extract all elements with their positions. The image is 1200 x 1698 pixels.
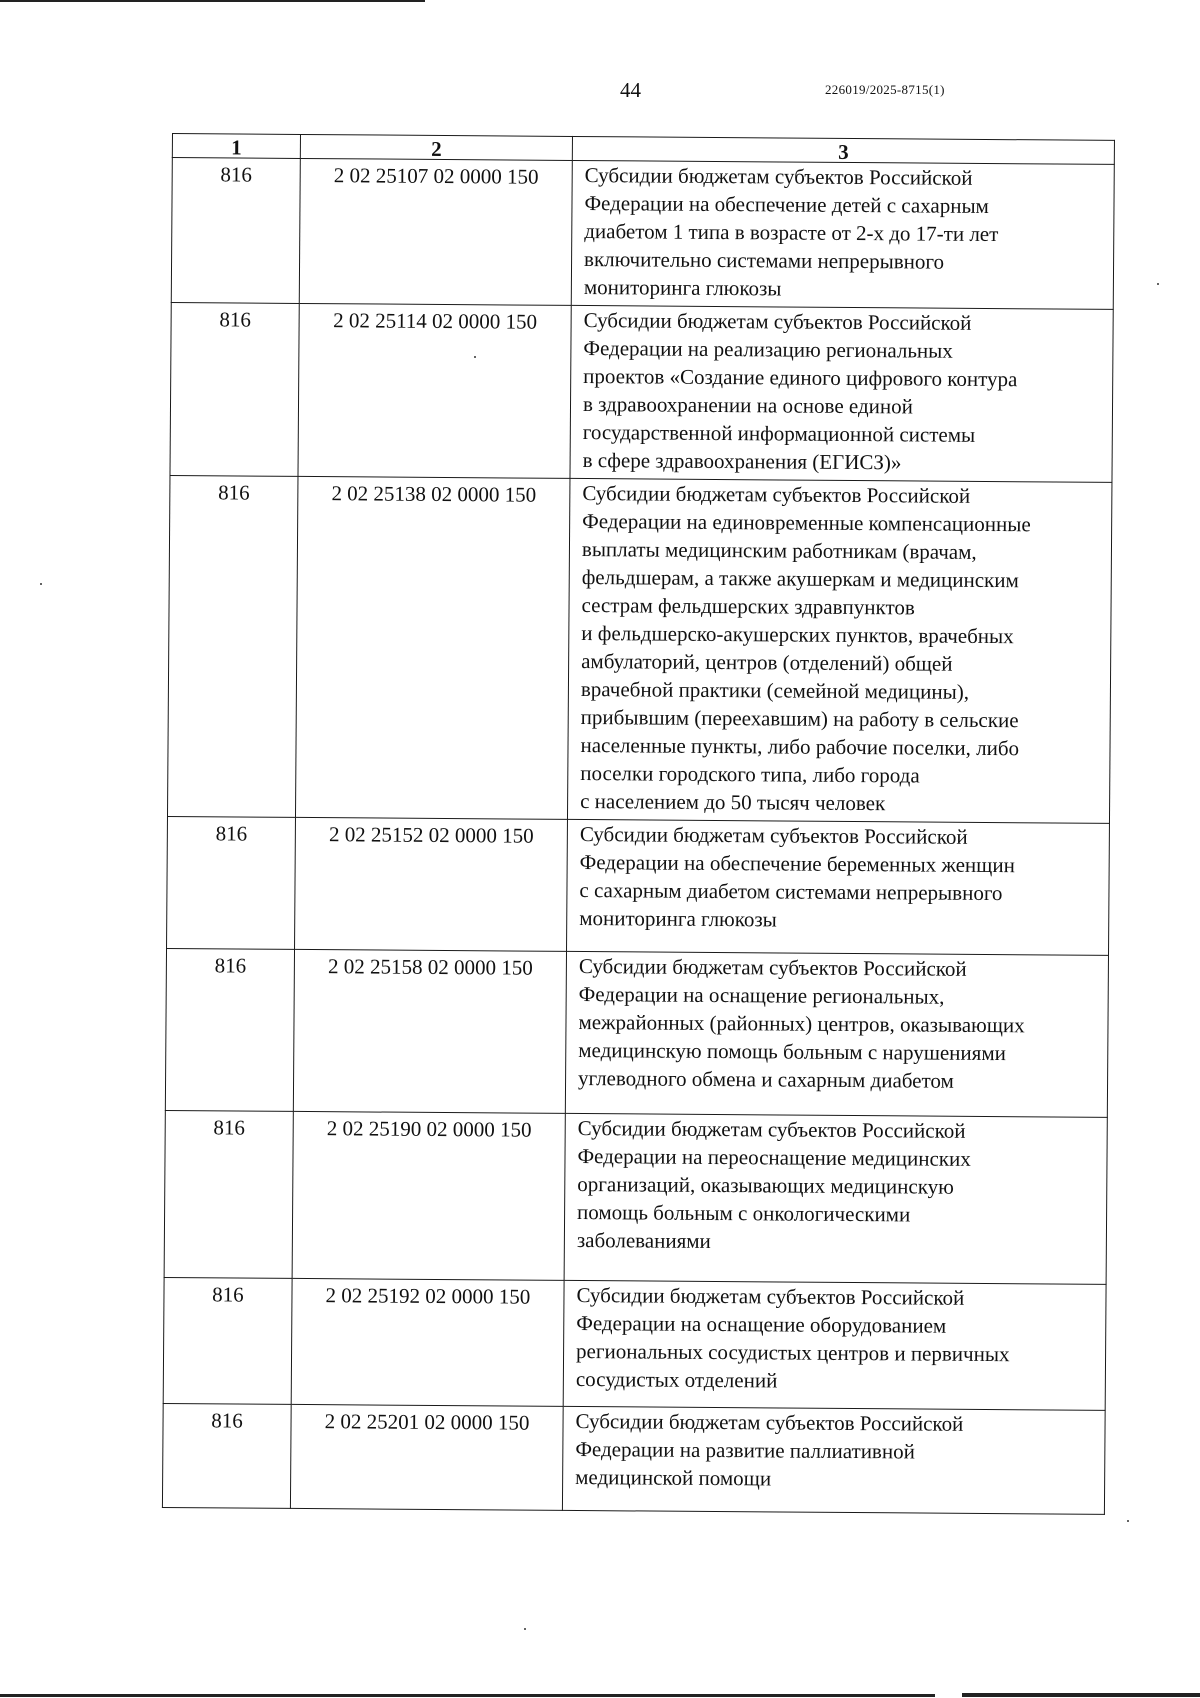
table-row xyxy=(167,475,1111,823)
description-line: организаций, оказывающих медицинскую xyxy=(577,1171,954,1199)
description-line: Субсидии бюджетам субъектов Российской xyxy=(576,1282,965,1310)
description-cell xyxy=(567,478,1111,823)
admin-code-cell: 816 xyxy=(167,475,297,817)
description-line: с сахарным диабетом системами непрерывного xyxy=(579,878,1003,906)
budget-code-cell: 2 02 25201 02 0000 150 xyxy=(290,1404,563,1510)
description-line: врачебной практики (семейной медицины), xyxy=(580,677,970,704)
column-header-3: 3 xyxy=(572,136,1114,164)
description-cell xyxy=(570,305,1113,482)
budget-table xyxy=(162,133,1115,1515)
budget-code-cell: 2 02 25114 02 0000 150 xyxy=(298,303,571,478)
description-line: Федерации на развитие паллиативной xyxy=(575,1436,915,1464)
description-line: Субсидии бюджетам субъектов Российской xyxy=(578,954,967,981)
description-line: с населением до 50 тысяч человек xyxy=(580,789,886,816)
description-line: Субсидии бюджетам субъектов Российской xyxy=(577,1116,966,1143)
description-line: межрайонных (районных) центров, оказывающих xyxy=(578,1010,1025,1038)
table-row xyxy=(170,302,1113,482)
description-line: Федерации на обеспечение беременных женщин xyxy=(579,850,1015,878)
admin-code-cell: 816 xyxy=(170,302,299,476)
description-line: включительно системами непрерывного xyxy=(583,247,945,274)
description-line: Федерации на обеспечение детей с сахарным xyxy=(584,191,989,218)
table-row xyxy=(162,1403,1105,1514)
description-cell xyxy=(564,1113,1107,1284)
scan-speck xyxy=(40,583,42,585)
description-line: сестрам фельдшерских здравпунктов xyxy=(581,593,915,620)
description-line: в здравоохранении на основе единой xyxy=(582,392,913,419)
description-line: Субсидии бюджетам субъектов Российской xyxy=(579,822,968,849)
description-line: мониторинга глюкозы xyxy=(583,275,782,301)
description-line: Федерации на оснащение оборудованием xyxy=(576,1310,947,1338)
table-row xyxy=(165,948,1108,1117)
description-line: Субсидии бюджетам субъектов Российской xyxy=(582,481,971,508)
description-line: Субсидии бюджетам субъектов Российской xyxy=(575,1408,964,1436)
budget-code-cell: 2 02 25158 02 0000 150 xyxy=(293,949,566,1113)
description-line: выплаты медицинским работникам (врачам, xyxy=(581,537,977,564)
table-row xyxy=(171,158,1114,310)
description-line: государственной информационной системы xyxy=(582,420,976,447)
description-cell xyxy=(567,819,1110,955)
table-row xyxy=(164,1110,1107,1284)
description-line: фельдшерам, а также акушеркам и медицинским xyxy=(581,565,1019,593)
description-line: помощь больным с онкологическими xyxy=(577,1199,911,1227)
table-body xyxy=(162,158,1114,1515)
description-cell xyxy=(571,160,1114,309)
description-line: Федерации на реализацию региональных xyxy=(583,336,953,363)
description-line: медицинскую помощь больным с нарушениями xyxy=(578,1038,1006,1066)
scan-edge-bottom xyxy=(0,1694,935,1697)
description-cell xyxy=(565,951,1108,1117)
scan-speck xyxy=(1157,283,1159,285)
description-line: диабетом 1 типа в возрасте от 2-х до 17-ти лет xyxy=(584,219,999,247)
description-line: в сфере здравоохранения (ЕГИСЗ)» xyxy=(582,448,902,475)
description-line: амбулаторий, центров (отделений) общей xyxy=(581,649,953,676)
admin-code-cell: 816 xyxy=(164,1110,293,1278)
description-line: Субсидии бюджетам субъектов Российской xyxy=(584,163,973,190)
description-line: медицинской помощи xyxy=(575,1464,772,1491)
document-id: 226019/2025-8715(1) xyxy=(825,82,945,97)
scan-speck xyxy=(524,1628,526,1630)
description-cell xyxy=(563,1280,1106,1410)
description-line: Федерации на оснащение региональных, xyxy=(578,982,945,1009)
description-cell xyxy=(562,1406,1105,1514)
column-header-1: 1 xyxy=(172,134,300,159)
description-line: региональных сосудистых центров и первичных xyxy=(575,1338,1010,1367)
column-header-2: 2 xyxy=(300,134,572,160)
scan-speck xyxy=(1127,1520,1129,1522)
table-row xyxy=(163,1277,1106,1410)
budget-code-cell: 2 02 25152 02 0000 150 xyxy=(295,817,568,951)
description-line: Федерации на единовременные компенсационные xyxy=(582,509,1031,537)
description-line: проектов «Создание единого цифрового контура xyxy=(583,364,1018,392)
description-line: населенные пункты, либо рабочие поселки, либо xyxy=(580,733,1020,761)
description-line: и фельдшерско-акушерских пунктов, врачебных xyxy=(581,621,1014,649)
description-line: Субсидии бюджетам субъектов Российской xyxy=(583,308,972,335)
budget-code-cell: 2 02 25138 02 0000 150 xyxy=(295,476,569,819)
admin-code-cell: 816 xyxy=(162,1403,291,1508)
admin-code-cell: 816 xyxy=(163,1277,292,1404)
admin-code-cell: 816 xyxy=(165,948,294,1111)
table-row xyxy=(167,816,1110,955)
description-line: Федерации на переоснащение медицинских xyxy=(577,1144,971,1171)
description-line: заболеваниями xyxy=(576,1227,711,1253)
description-line: прибывшим (переехавшим) на работу в сельские xyxy=(580,705,1019,733)
page-number: 44 xyxy=(620,78,641,102)
description-line: сосудистых отделений xyxy=(575,1366,778,1393)
description-line: углеводного обмена и сахарным диабетом xyxy=(577,1066,954,1093)
budget-code-cell: 2 02 25192 02 0000 150 xyxy=(291,1278,564,1406)
budget-code-cell: 2 02 25190 02 0000 150 xyxy=(292,1111,565,1280)
description-line: поселки городского типа, либо города xyxy=(580,761,920,788)
admin-code-cell: 816 xyxy=(167,816,296,949)
budget-code-cell: 2 02 25107 02 0000 150 xyxy=(299,158,572,305)
scan-edge-top xyxy=(0,0,425,2)
description-line: мониторинга глюкозы xyxy=(579,906,777,932)
scan-edge-bottom-right xyxy=(962,1693,1200,1697)
admin-code-cell: 816 xyxy=(171,158,300,304)
